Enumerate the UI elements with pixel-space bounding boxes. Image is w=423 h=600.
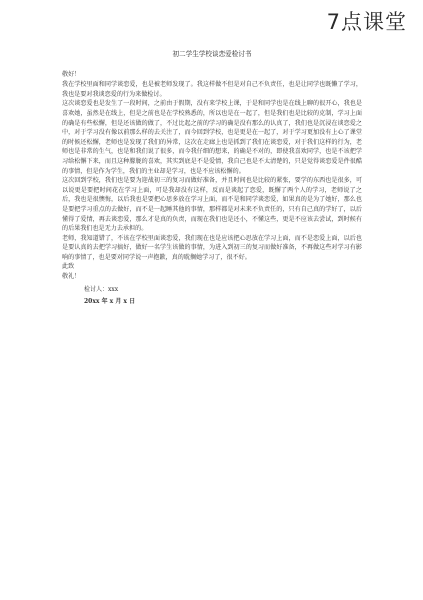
document-page	[62, 50, 362, 308]
body-paragraph: 老师，我知道错了，不该在学校里面谈恋爱，我们现在也是应该把心思放在学习上面，而不是恋爱上面，以后也是要认真的去把学习搞好，做好一名学生该做的事情，为进入到初三的复习而做好准备，不再做这些对学习有影响的事情了，也是要对同学说一声抱歉，真的耽搁她学习了，很不好。	[62, 234, 362, 261]
closing-line: 敬礼！	[62, 273, 81, 281]
watermark-logo: 7点课堂	[326, 10, 407, 34]
body-paragraph: 我在学校里面和同学谈恋爱，也是被老师发现了。我这样做不但是对自己不负责任，也是让同学也既懒了学习，我也是要对我谈恋爱的行为来做检讨。	[62, 81, 362, 98]
signature-name: 检讨人：xxx	[84, 285, 119, 293]
body-paragraph: 这次谈恋爱也是发生了一段时间，之前由于假期，没有来学校上课，于是和同学也是在线上聊的很开心，我也是喜欢她，虽然是在线上，但是之前也是在学校熟悉的，所以也是在一起了，但是我们也是比较的克制，学习上面的确是有些松懈，但是还该做的做了，不过比起之前的学习的确是没有那么的认真了，我们也是沉浸在谈恋爱之中，对于学习没有像以前那么样的去关注了，而今回到学校，也是更是在一起了，对于学习更加没有上心了课堂的时候还松懈，老师也是发现了我们的异常，这次在走廊上也是抓到了我们在谈恋爱，对于我们这样的行为，老师也是非常的生气，也是和我们说了很多，而今我仔细的想来，的确是不对的，即使我喜欢同学，也是不该把学习给松懈下来，而且这种朦胧的喜欢，其实到底是不是爱情，我自己也是不太清楚的，只是觉得谈恋爱是件很酷的事情，但是作为学生，我们的主业却是学习，也是不应该松懈的。	[62, 100, 362, 175]
signature-block	[84, 284, 362, 308]
document-title: 初二学生学校谈恋爱检讨书	[172, 50, 252, 58]
closing-line: 此致	[62, 263, 75, 271]
body-paragraph: 这次回到学校，我们也是要为迎战初三的复习而做好准备，并且时间也是比较的紧张，要学的东西也是很多，可以说更是要把时间花在学习上面，可是我却没有这样，反而是谈起了恋爱，既懈了两个人的学习，老师说了之后，我也是很懊悔，以后我也是要把心思多放在学习上面，而不是和同学谈恋爱，如果真的是为了她好，那么也是要把学习重点的去做好，而不是一起睡其他的事情，那样都是对未来不负责任的，只有自己真的学好了，以后懂得了爱情，再去谈恋爱，那么才是真的负责，而现在我们也是还小，不懂这些，更是不应该去尝试，到时候有的后果我们也是无力去承担的。	[62, 177, 362, 233]
salutation: 敬好！	[62, 70, 81, 78]
signature-date: 20xx 年 x 月 x 日	[84, 297, 136, 305]
